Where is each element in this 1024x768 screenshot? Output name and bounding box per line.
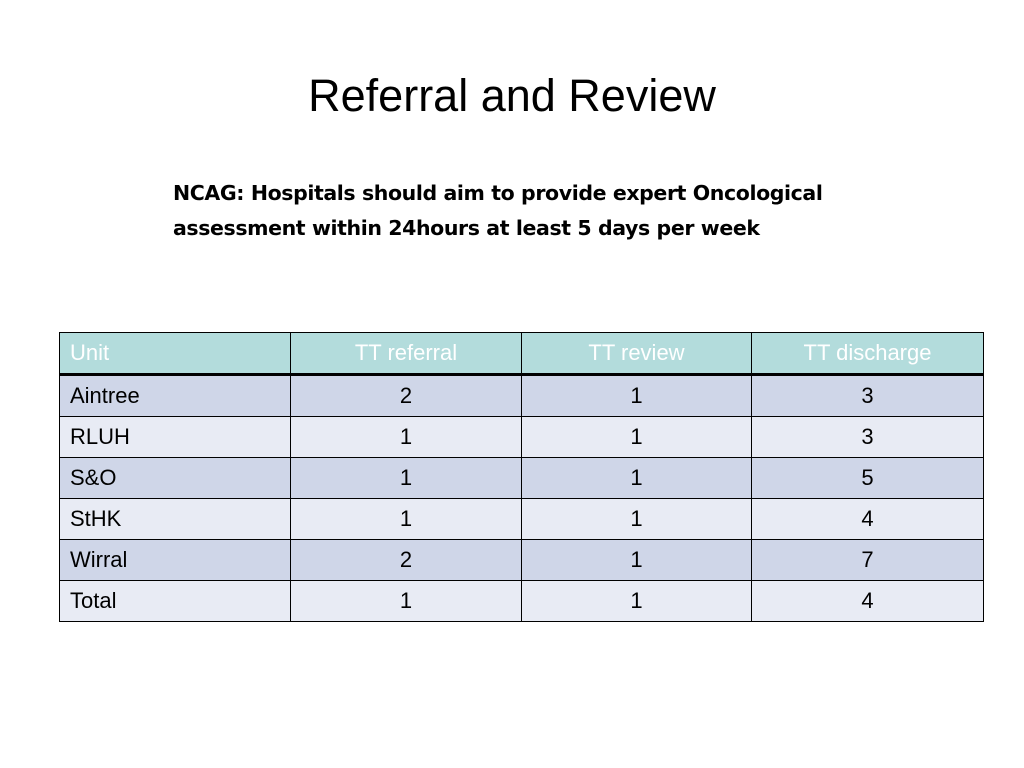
header-tt-review: TT review (522, 333, 752, 375)
tt-discharge-cell: 3 (752, 375, 984, 417)
unit-cell: Wirral (60, 540, 291, 581)
tt-review-cell: 1 (522, 499, 752, 540)
header-tt-referral: TT referral (291, 333, 522, 375)
header-tt-discharge: TT discharge (752, 333, 984, 375)
table-row (60, 458, 984, 499)
tt-referral-cell: 1 (291, 499, 522, 540)
tt-discharge-cell: 3 (752, 417, 984, 458)
tt-review-cell: 1 (522, 417, 752, 458)
tt-discharge-cell: 7 (752, 540, 984, 581)
tt-discharge-cell: 5 (752, 458, 984, 499)
unit-cell: Total (60, 581, 291, 622)
unit-cell: RLUH (60, 417, 291, 458)
tt-discharge-cell: 4 (752, 581, 984, 622)
tt-discharge-cell: 4 (752, 499, 984, 540)
table-header-row (60, 333, 984, 375)
tt-referral-cell: 1 (291, 458, 522, 499)
table-row (60, 499, 984, 540)
tt-review-cell: 1 (522, 458, 752, 499)
slide-title: Referral and Review (308, 70, 716, 121)
tt-referral-cell: 2 (291, 375, 522, 417)
table-row (60, 540, 984, 581)
unit-cell: StHK (60, 499, 291, 540)
tt-referral-cell: 2 (291, 540, 522, 581)
table-row (60, 417, 984, 458)
tt-referral-cell: 1 (291, 417, 522, 458)
unit-cell: Aintree (60, 375, 291, 417)
tt-review-cell: 1 (522, 540, 752, 581)
referral-review-table (59, 332, 984, 622)
tt-review-cell: 1 (522, 581, 752, 622)
header-unit: Unit (60, 333, 291, 375)
tt-review-cell: 1 (522, 375, 752, 417)
table-row (60, 375, 984, 417)
tt-referral-cell: 1 (291, 581, 522, 622)
unit-cell: S&O (60, 458, 291, 499)
table-row (60, 581, 984, 622)
ncag-note: NCAG: Hospitals should aim to provide expert Oncological assessment within 24hours at least 5 days per week (173, 181, 823, 240)
